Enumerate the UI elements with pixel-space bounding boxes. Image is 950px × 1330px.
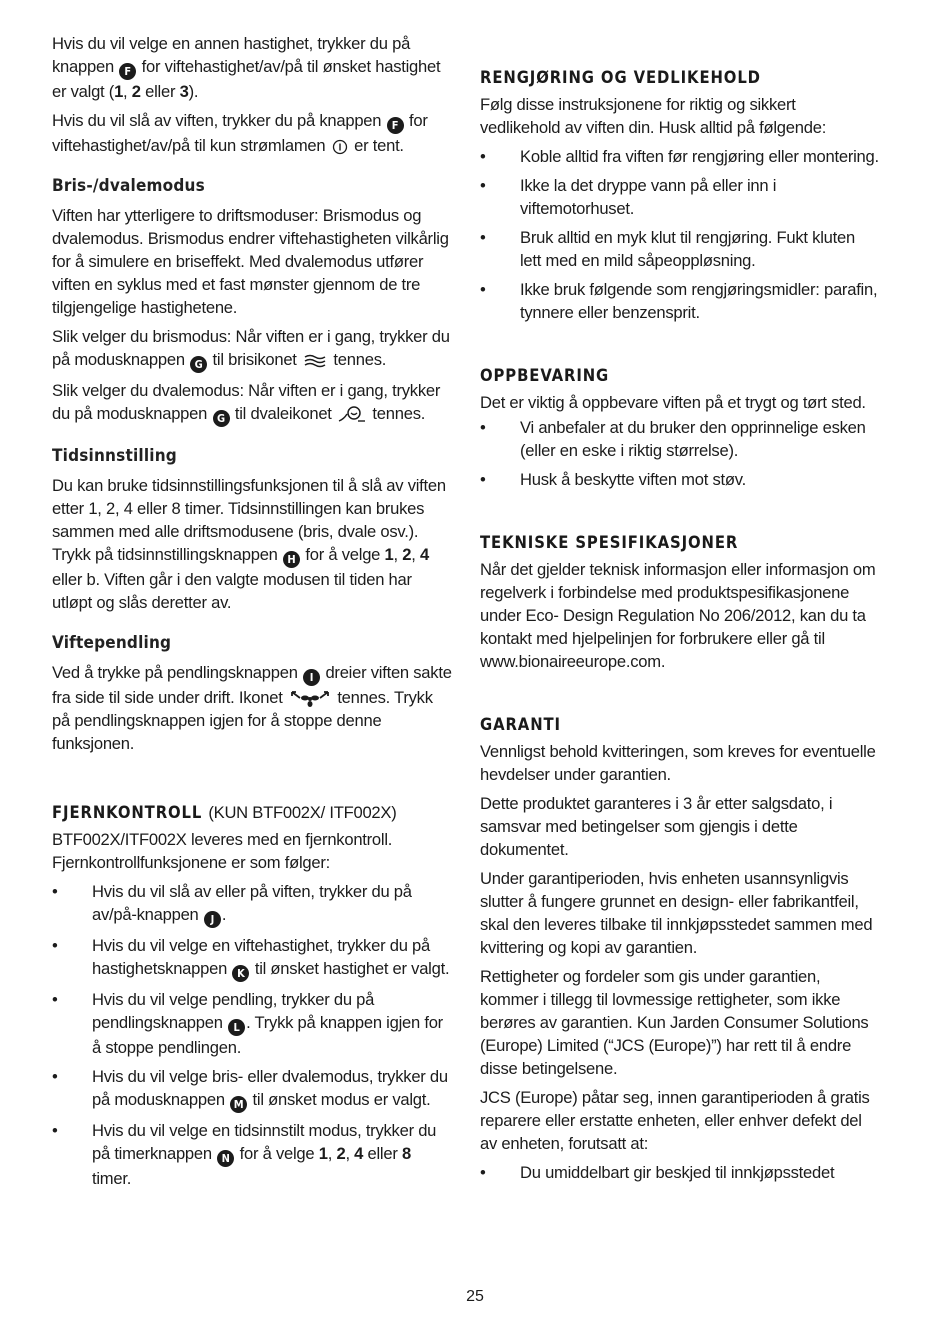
warranty-paragraph-1: Vennligst behold kvitteringen, som kreves for eventuelle hevdelser under garantien. — [480, 742, 876, 784]
right-column — [480, 0, 880, 1184]
bris-heading: Bris-/dvalemodus — [52, 176, 205, 196]
list-item: • Vi anbefaler at du bruker den opprinnelige esken (eller en eske i riktig størrelse). — [480, 418, 866, 460]
list-item: • Ikke bruk følgende som rengjøringsmidler: parafin, tynnere eller benzensprit. — [480, 280, 878, 322]
left-column — [52, 0, 452, 1190]
specifications-paragraph-1: Når det gjelder teknisk informasjon eller informasjon om regelverk i forbindelse med produktspesifikasjonene under Eco- Design Regulation No 206/2012, kan du ta kontakt med hjelpelinjen for forbrukere eller gå til www.bionaireeurope.com. — [480, 560, 876, 671]
list-item: • Hvis du vil velge en viftehastighet, trykker du på hastighetsknappen K til ønsket hastighet er valgt. — [52, 936, 450, 980]
list-item: • Hvis du vil velge en tidsinnstilt modus, trykker du på timerknappen N for å velge 1, 2, 4 eller 8 timer. — [52, 1121, 437, 1188]
warranty-heading: GARANTI — [480, 715, 561, 734]
button-n-marker: N — [217, 1150, 234, 1167]
cleaning-list — [480, 145, 880, 324]
button-f-marker: F — [387, 117, 404, 134]
list-item: • Koble alltid fra viften før rengjøring eller montering. — [480, 147, 879, 166]
storage-list — [480, 416, 880, 491]
button-f-marker: F — [119, 63, 136, 80]
storage-paragraph-1: Det er viktig å oppbevare viften på et trygt og tørt sted. — [480, 393, 866, 412]
bris-paragraph-3: Slik velger du dvalemodus: Når viften er i gang, trykker du på modusknappen G til dvaleikonet tennes. — [52, 381, 441, 425]
bris-paragraph-1: Viften har ytterligere to driftsmoduser: Brismodus og dvalemodus. Brismodus endrer viftehastigheten vilkårlig for å simulere en briseffekt. Med dvalemodus utfører viften en syklus med et fast mønster gjennom de tre tilgjengelige hastighetene. — [52, 206, 449, 317]
intro-paragraph-2: Hvis du vil slå av viften, trykker du på knappen F for viftehastighet/av/på til kun strømlamen er tent. — [52, 111, 428, 155]
sleep-icon — [338, 405, 366, 423]
warranty-paragraph-4: Rettigheter og fordeler som gis under garantien, kommer i tillegg til lovmessige rettigheter, som ikke berøres av garantien. Kun Jarden Consumer Solutions (Europe) Limited (“JCS (Europe)”) har rett til å endre disse betingelsene. — [480, 967, 869, 1078]
storage-heading: OPPBEVARING — [480, 366, 610, 385]
warranty-paragraph-5: JCS (Europe) påtar seg, innen garantiperioden å gratis reparere eller erstatte enheten, eller enhver defekt del av enheten, forutsatt at: — [480, 1088, 870, 1153]
list-item: • Hvis du vil slå av eller på viften, trykker du på av/på-knappen J . — [52, 882, 412, 926]
warranty-list — [480, 1161, 880, 1184]
specifications-heading: TEKNISKE SPESIFIKASJONER — [480, 533, 739, 552]
cleaning-paragraph-1: Følg disse instruksjonene for riktig og sikkert vedlikehold av viften din. Husk alltid på følgende: — [480, 95, 827, 137]
button-h-marker: H — [283, 551, 300, 568]
power-lamp-icon — [332, 139, 348, 155]
button-j-marker: J — [204, 911, 221, 928]
list-item: • Ikke la det dryppe vann på eller inn i viftemotorhuset. — [480, 176, 777, 218]
button-k-marker: K — [232, 965, 249, 982]
button-g-marker: G — [213, 410, 230, 427]
button-i-marker: I — [303, 669, 320, 686]
list-item: • Bruk alltid en myk klut til rengjøring. Fukt kluten lett med en mild såpeoppløsning. — [480, 228, 855, 270]
bris-paragraph-2: Slik velger du brismodus: Når viften er i gang, trykker du på modusknappen G til brisikonet tennes. — [52, 327, 450, 371]
list-item: • Husk å beskytte viften mot støv. — [480, 470, 746, 489]
button-g-marker: G — [190, 356, 207, 373]
remote-heading: FJERNKONTROLL (KUN BTF002X/ ITF002X) — [52, 803, 397, 822]
remote-function-list — [52, 880, 452, 1113]
warranty-paragraph-3: Under garantiperioden, hvis enheten usannsynligvis slutter å fungere grunnet en design- eller fabrikantfeil, skal den leveres tilbake til innkjøpsstedet sammen med kvittering og kopi av garantien. — [480, 869, 873, 957]
oscillation-heading: Viftependling — [52, 633, 172, 653]
list-item: • Du umiddelbart gir beskjed til innkjøpsstedet — [480, 1163, 835, 1182]
remote-paragraph-1: BTF002X/ITF002X leveres med en fjernkontroll. Fjernkontrollfunksjonene er som følger: — [52, 830, 393, 872]
oscillation-icon — [289, 689, 331, 707]
page-number: 25 — [466, 1288, 484, 1305]
remote-function-list-end — [52, 1119, 452, 1190]
breeze-icon — [303, 353, 327, 369]
timer-paragraph-1: Du kan bruke tidsinnstillingsfunksjonen til å slå av viften etter 1, 2, 4 eller 8 timer. Tidsinnstillingen kan brukes sammen med alle driftsmodusene (bris, dvale osv.). Trykk på tidsinnstillingsknappen H for å velge 1, 2, 4 eller b. Viften går i den valgte modusen til tiden har utløpt og slås deretter av. — [52, 476, 446, 612]
timer-heading: Tidsinnstilling — [52, 446, 177, 466]
button-m-marker: M — [230, 1096, 247, 1113]
list-item: • Hvis du vil velge pendling, trykker du på pendlingsknappen L . Trykk på knappen igjen for å stoppe pendlingen. — [52, 990, 443, 1057]
intro-paragraph-1: Hvis du vil velge en annen hastighet, trykker du på knappen F for viftehastighet/av/på til ønsket hastighet er valgt (1, 2 eller 3). — [52, 34, 441, 101]
button-l-marker: L — [228, 1019, 245, 1036]
cleaning-heading: RENGJØRING OG VEDLIKEHOLD — [480, 68, 761, 87]
oscillation-paragraph-1: Ved å trykke på pendlingsknappen I dreier viften sakte fra side til side under drift. Ikonet tennes. Trykk på pendlingsknappen igjen for å stoppe denne funksjonen. — [52, 663, 452, 753]
warranty-paragraph-2: Dette produktet garanteres i 3 år etter salgsdato, i samsvar med betingelser som gjengis i dette dokumentet. — [480, 794, 833, 859]
list-item: • Hvis du vil velge bris- eller dvalemodus, trykker du på modusknappen M til ønsket modus er valgt. — [52, 1067, 448, 1111]
